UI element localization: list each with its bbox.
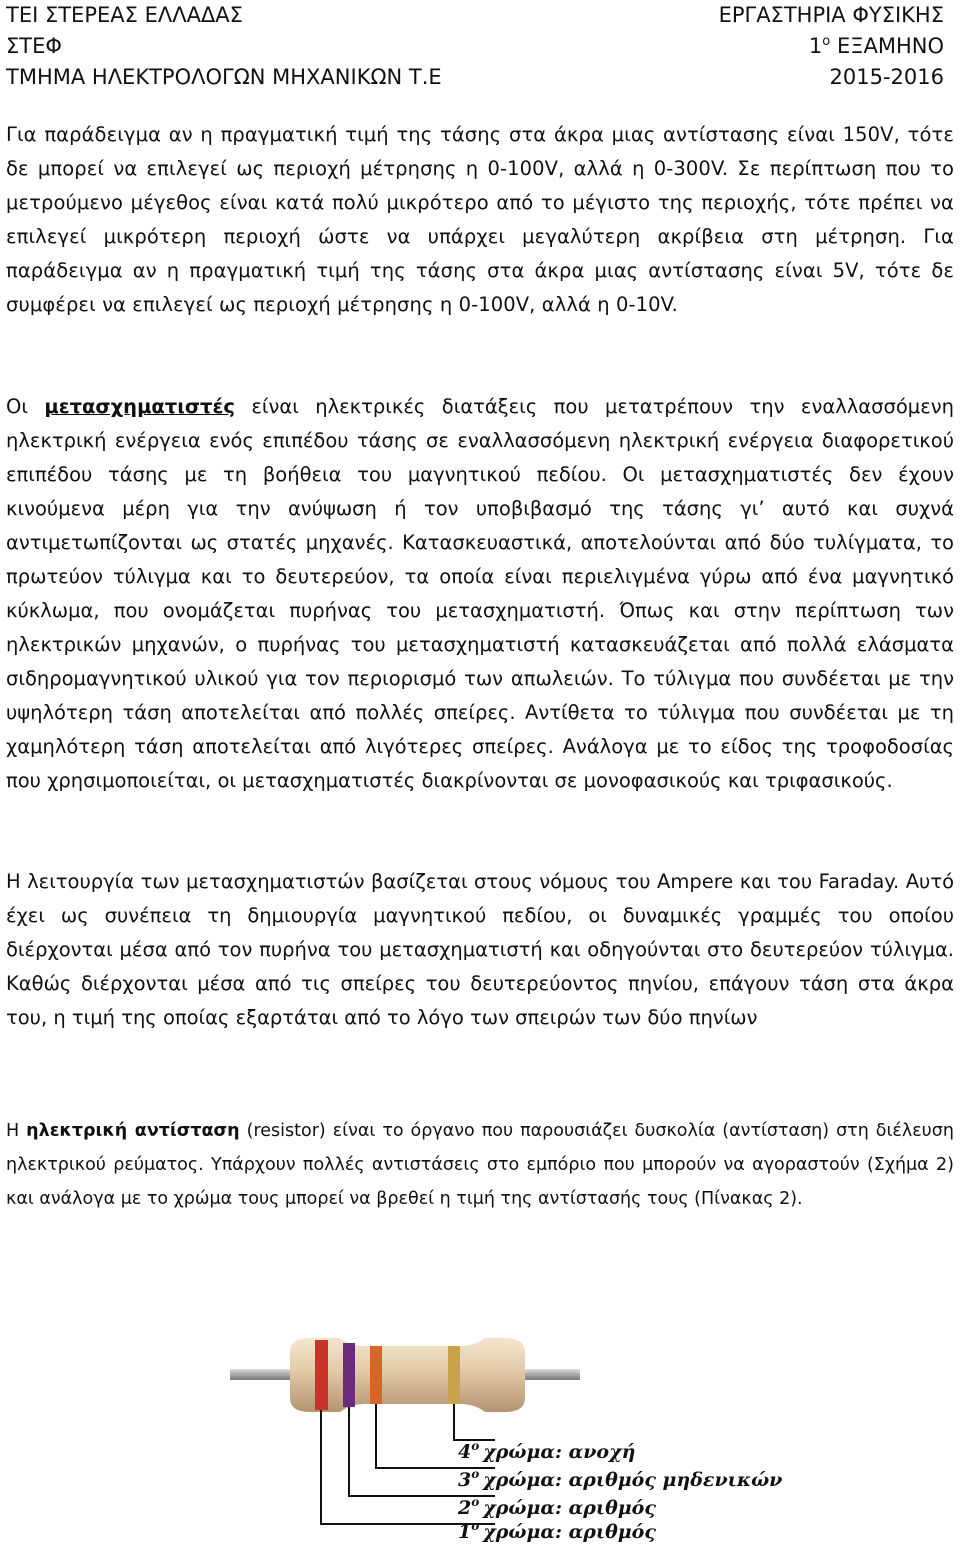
header-department: ΤΜΗΜΑ ΗΛΕΚΤΡΟΛΟΓΩΝ ΜΗΧΑΝΙΚΩΝ Τ.Ε <box>6 65 442 89</box>
paragraph-measurement-range: Για παράδειγμα αν η πραγματική τιμή της τάσης στα άκρα μιας αντίστασης είναι 150V, τότε δε μπορεί να επιλεγεί ως περιοχή μέτρησης η 0-100V, αλλά η 0-300V. Σε περίπτωση που το μετρούμενο μέγεθος είναι κατά πολύ μικρότερο από το μέγιστο της περιοχής, τότε πρέπει να επιλεγεί μικρότερη περιοχή ώστε να υπάρχει μεγαλύτερη ακρίβεια στη μέτρηση. Για παράδειγμα αν η πραγματική τιμή της τάσης στα άκρα μιας αντίστασης είναι 5V, τότε δε συμφέρει να επιλεγεί ως περιοχή μέτρησης η 0-100V, αλλά η 0-10V. <box>6 123 954 316</box>
band-1 <box>315 1340 328 1410</box>
header-lab-title: ΕΡΓΑΣΤΗΡΙΑ ΦΥΣΙΚΗΣ <box>718 3 944 27</box>
header-institution: ΤΕΙ ΣΤΕΡΕΑΣ ΕΛΛΑΔΑΣ <box>6 3 243 27</box>
label-band-2: $2^o$ χρώμα: αριθμός <box>458 1495 656 1519</box>
band-4 <box>448 1346 460 1404</box>
band-2 <box>343 1343 355 1407</box>
right-lead <box>520 1369 580 1380</box>
resistor-figure <box>230 1290 783 1543</box>
header-year: 2015-2016 <box>829 65 944 89</box>
term-transformers: μετασχηματιστές <box>44 395 235 418</box>
page-header <box>6 0 944 98</box>
band-3 <box>370 1346 382 1404</box>
paragraph-transformers: Οι μετασχηματιστές είναι ηλεκτρικές διατάξεις που μετατρέπουν την εναλλασσόμενη ηλεκτρική ενέργεια ενός επιπέδου τάσης σε εναλλασσόμενη ηλεκτρική ενέργεια διαφορετικού επιπέδου τάσης με τη βοήθεια του μαγνητικού πεδίου. Οι μετασχηματιστές δεν έχουν κινούμενα μέρη για την ανύψωση ή τον υποβιβασμό της τάσης γι’ αυτό και συχνά αντιμετωπίζονται ως στατές μηχανές. Κατασκευαστικά, αποτελούνται από δύο τυλίγματα, το πρωτεύον τύλιγμα και το δευτερεύον, τα οποία είναι περιελιγμένα γύρω από ένα μαγνητικό κύκλωμα, που ονομάζεται πυρήνας του μετασχηματιστή. Όπως και στην περίπτωση των ηλεκτρικών μηχανών, ο πυρήνας του μετασχηματιστή κατασκευάζεται από πολλά ελάσματα σιδηρομαγνητικού υλικού για τον περιορισμό των απωλειών. Το τύλιγμα που συνδέεται με την υψηλότερη τάση αποτελείται από πολλές σπείρες. Αντίθετα το τύλιγμα που συνδέεται με τη χαμηλότερη τάση αποτελείται από λιγότερες σπείρες. Ανάλογα με το είδος της τροφοδοσίας που χρησιμοποιείται, οι μετασχηματιστές διακρίνονται σε μονοφασικούς και τριφασικούς. <box>6 395 954 792</box>
resistor-diagram <box>230 1290 783 1543</box>
header-school: ΣΤΕΦ <box>6 34 62 58</box>
label-band-3: $3^o$ χρώμα: αριθμός μηδενικών <box>458 1467 783 1491</box>
label-band-4: $4^o$ χρώμα: ανοχή <box>458 1439 636 1463</box>
paragraph-resistor: Η ηλεκτρική αντίσταση (resistor) είναι το όργανο που παρουσιάζει δυσκολία (αντίσταση) στη διέλευση ηλεκτρικού ρεύματος. Υπάρχουν πολλές αντιστάσεις στο εμπόριο που μπορούν να αγοραστούν (Σχήμα 2) και ανάλογα με το χρώμα τους μπορεί να βρεθεί η τιμή της αντίστασής τους (Πίνακας 2). <box>6 1121 954 1209</box>
left-lead <box>230 1369 290 1380</box>
term-resistor: ηλεκτρική αντίσταση <box>26 1121 240 1141</box>
paragraph-transformer-operation: Η λειτουργία των μετασχηματιστών βασίζεται στους νόμους του Ampere και του Faraday. Αυτό έχει ως συνέπεια τη δημιουργία μαγνητικού πεδίου, οι δυναμικές γραμμές του οποίου διέρχονται μέσα από τον πυρήνα του μετασχηματιστή και οδηγούνται στο δευτερεύον τύλιγμα. Καθώς διέρχονται μέσα από τις σπείρες του δευτερεύοντος πηνίου, επάγουν τάση στα άκρα του, η τιμή της οποίας εξαρτάται από το λόγο των σπειρών των δύο πηνίων <box>6 870 954 1029</box>
leader-line-3 <box>376 1404 495 1468</box>
label-band-1: $1^o$ χρώμα: αριθμός <box>458 1519 656 1543</box>
header-semester: $1^o$ ΕΞΑΜΗΝΟ <box>808 34 944 58</box>
